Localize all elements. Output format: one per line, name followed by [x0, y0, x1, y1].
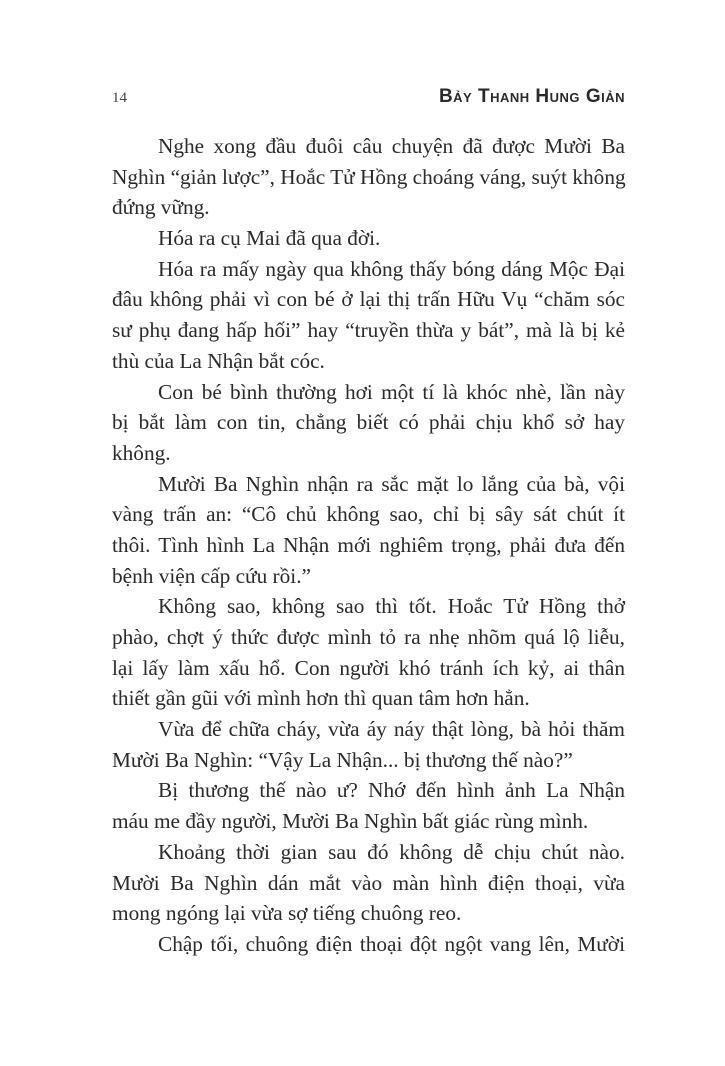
- text-line: bệnh viện cấp cứu rồi.”: [112, 563, 311, 588]
- paragraph: [112, 929, 625, 960]
- text-line: Vừa để chữa cháy, vừa áy náy thật lòng, bà hỏi thăm: [158, 717, 625, 742]
- text-line: Bị thương thế nào ư? Nhớ đến hình ảnh La Nhận: [158, 778, 625, 803]
- text-line: vàng trấn an: “Cô chủ không sao, chỉ bị sây sát chút ít: [112, 502, 625, 527]
- page-number: 14: [112, 90, 127, 106]
- text-line: Hóa ra mấy ngày qua không thấy bóng dáng Mộc Đại: [158, 256, 625, 281]
- text-line: bị bắt làm con tin, chẳng biết có phải chịu khổ sở hay: [112, 410, 625, 435]
- text-line: Hóa ra cụ Mai đã qua đời.: [158, 226, 381, 251]
- paragraph: [112, 469, 625, 592]
- text-line: Không sao, không sao thì tốt. Hoắc Tử Hồng thở: [158, 594, 625, 619]
- running-title: Bảy Thanh Hung Giản: [438, 86, 625, 107]
- paragraph: [112, 223, 625, 254]
- paragraph: [112, 591, 625, 714]
- text-line: máu me đầy người, Mười Ba Nghìn bất giác rùng mình.: [112, 809, 589, 834]
- paragraph: [112, 837, 625, 929]
- text-line: Nghe xong đầu đuôi câu chuyện đã được Mười Ba: [158, 134, 625, 158]
- page-header: [112, 86, 625, 114]
- text-line: Nghìn “giản lược”, Hoắc Tử Hồng choáng váng, suýt không: [112, 164, 626, 189]
- text-line: đứng vững.: [112, 195, 210, 220]
- text-line: Mười Ba Nghìn nhận ra sắc mặt lo lắng của bà, vội: [158, 471, 625, 496]
- text-line: không.: [112, 440, 171, 465]
- text-line: thiết gần gũi với mình hơn thì quan tâm hơn hẳn.: [112, 686, 530, 711]
- paragraph: [112, 131, 625, 223]
- text-line: thù của La Nhận bắt cóc.: [112, 348, 325, 373]
- text-line: sư phụ đang hấp hối” hay “truyền thừa y bát”, mà là bị kẻ: [112, 318, 625, 343]
- text-line: Mười Ba Nghìn: “Vậy La Nhận... bị thương thế nào?”: [112, 747, 573, 772]
- paragraph: [112, 377, 625, 469]
- text-line: Chập tối, chuông điện thoại đột ngột vang lên, Mười: [158, 931, 625, 956]
- text-line: phào, chợt ý thức được mình tỏ ra nhẹ nhõm quá lộ liễu,: [112, 625, 625, 649]
- text-line: Con bé bình thường hơi một tí là khóc nhè, lần này: [158, 379, 625, 404]
- paragraph: [112, 714, 625, 775]
- paragraph: [112, 775, 625, 836]
- text-line: thôi. Tình hình La Nhận mới nghiêm trọng, phải đưa đến: [112, 532, 625, 557]
- text-line: lại lấy làm xấu hổ. Con người khó tránh ích kỷ, ai thân: [112, 655, 625, 680]
- text-line: mong ngóng lại vừa sợ tiếng chuông reo.: [112, 901, 462, 926]
- text-line: Khoảng thời gian sau đó không dễ chịu chút nào.: [158, 839, 625, 864]
- text-line: đâu không phải vì con bé ở lại thị trấn Hữu Vụ “chăm sóc: [112, 287, 625, 312]
- page-body: [112, 131, 625, 960]
- text-line: Mười Ba Nghìn dán mắt vào màn hình điện thoại, vừa: [112, 870, 625, 895]
- paragraph: [112, 254, 625, 377]
